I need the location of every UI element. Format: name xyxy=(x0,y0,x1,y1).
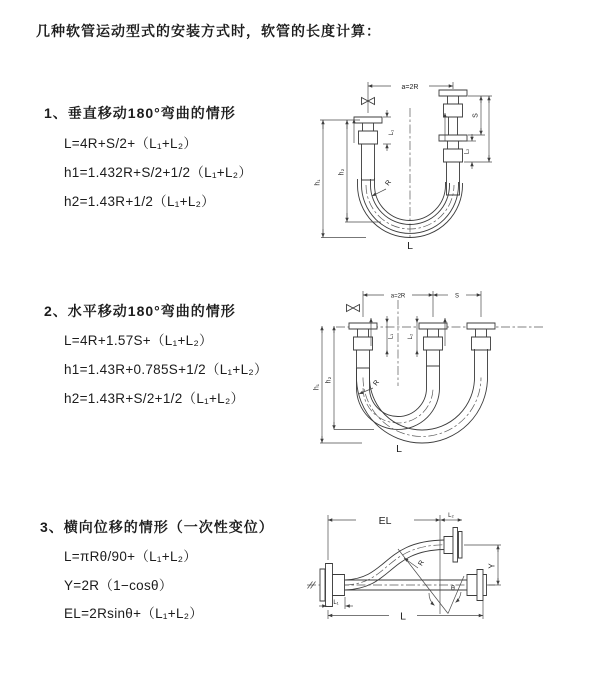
d1-right-flange-upper xyxy=(439,90,467,117)
d2-middle-braid xyxy=(427,350,440,366)
d3-hose-displaced xyxy=(345,540,444,590)
diagram-horizontal-180-bend xyxy=(300,280,600,465)
d1-radius-label: R xyxy=(384,179,394,188)
d3-dim-l1-label: L₁ xyxy=(333,600,339,606)
d2-dim-h1-label: h₁ xyxy=(313,383,321,391)
section-1-formula-h1: h1=1.432R+S/2+1/2（L₁+L₂） xyxy=(64,165,253,180)
d3-left-flange xyxy=(320,564,345,607)
d2-radius-label: R xyxy=(372,379,382,388)
d2-dim-l2-label: L₂ xyxy=(408,333,414,340)
d3-right-flange-original xyxy=(467,570,487,601)
d1-dim-l2-label: L₂ xyxy=(464,148,471,155)
d3-dim-el-label: EL xyxy=(378,515,392,527)
d3-right-flange-displaced xyxy=(444,528,462,563)
d2-dim-a2r-label: a=2R xyxy=(390,293,406,300)
d2-dim-s-label: S xyxy=(454,293,460,300)
d1-dim-l1-label: L₁ xyxy=(389,129,395,136)
d1-right-flange-lower xyxy=(439,135,467,162)
d3-length-label: L xyxy=(400,610,406,623)
d1-right-braid xyxy=(447,162,460,195)
section-1-formula-L: L=4R+S/2+（L₁+L₂） xyxy=(64,136,198,151)
d2-dim-h2-label: h₂ xyxy=(325,376,333,384)
section-3-formula-Y: Y=2R（1−cosθ） xyxy=(64,578,173,593)
diagram-lateral-displacement xyxy=(295,505,600,655)
d1-left-flange xyxy=(354,117,382,144)
d3-dim-l2-label: L₂ xyxy=(448,513,454,519)
d1-dim-h2-label: h₂ xyxy=(338,168,346,176)
section-1-formula-h2: h2=1.43R+1/2（L₁+L₂） xyxy=(64,194,215,209)
d3-dim-y-label: Y xyxy=(487,563,497,569)
d1-dim-h1-label: h₁ xyxy=(314,179,322,186)
d3-angle-label: θ xyxy=(451,585,455,593)
d2-middle-flange xyxy=(419,323,447,350)
page-title: 几种软管运动型式的安装方式时，软管的长度计算： xyxy=(36,23,381,39)
d3-radius-label: R xyxy=(417,559,426,568)
diagram-vertical-180-bend xyxy=(300,62,600,265)
d2-dim-l1-label: L₁ xyxy=(388,333,395,340)
section-3-formula-L: L=πRθ/90+（L₁+L₂） xyxy=(64,549,198,564)
d1-dim-a2r-label: a=2R xyxy=(401,84,419,91)
section-2-formula-h2: h2=1.43R+S/2+1/2（L₁+L₂） xyxy=(64,391,245,406)
section-2-formula-h1: h1=1.43R+0.785S+1/2（L₁+L₂） xyxy=(64,362,268,377)
section-2-formula-L: L=4R+1.57S+（L₁+L₂） xyxy=(64,333,213,348)
d1-left-braid xyxy=(362,144,375,180)
d2-right-flange xyxy=(467,323,495,350)
d2-left-braid xyxy=(357,350,370,368)
d2-valve-icon xyxy=(347,305,360,312)
d1-length-label: L xyxy=(407,240,413,252)
d2-hose-bend-wide xyxy=(357,349,488,443)
d2-length-label: L xyxy=(396,443,402,455)
d1-dim-s-label: S xyxy=(472,113,480,118)
section-3-heading: 3、横向位移的情形（一次性变位） xyxy=(40,519,274,535)
section-1-heading: 1、垂直移动180°弯曲的情形 xyxy=(44,105,236,121)
d2-left-flange xyxy=(349,323,377,350)
section-3-formula-EL: EL=2Rsinθ+（L₁+L₂） xyxy=(64,606,204,621)
section-2-heading: 2、水平移动180°弯曲的情形 xyxy=(44,303,236,319)
d2-hose-bend-narrow xyxy=(357,366,440,429)
